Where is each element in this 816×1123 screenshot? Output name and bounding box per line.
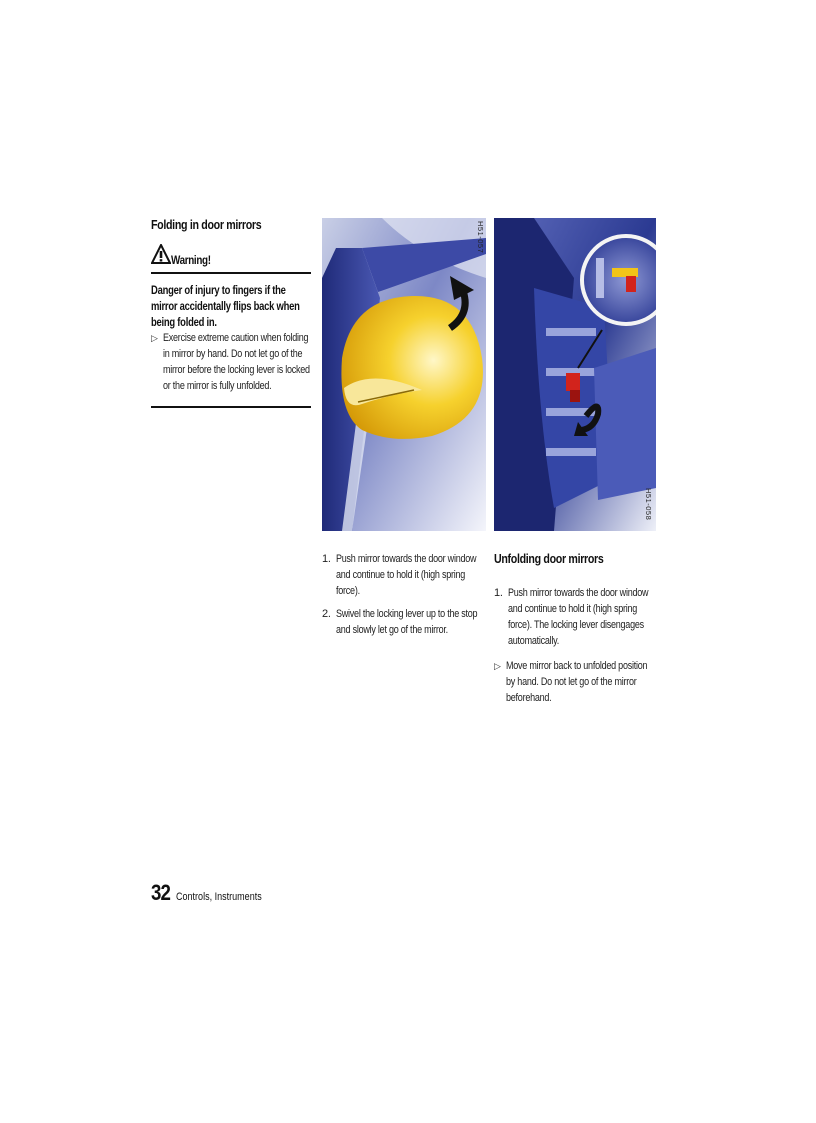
page-number: 32 (151, 880, 171, 905)
step-number: 2. (322, 608, 331, 620)
folding-steps (322, 551, 480, 638)
folding-bullet (151, 330, 313, 394)
step-text: Push mirror towards the door window and continue to hold it (high spring force). (336, 553, 477, 597)
section-name: Controls, Instruments (175, 891, 262, 903)
bullet-triangle-icon: ▷ (151, 333, 158, 343)
warning-text: Danger of injury to fingers if the mirror accidentally flips back when being folded in. (151, 285, 300, 329)
unfolding-bullet-text: Move mirror back to unfolded position by hand. Do not let go of the mirror beforehand. (506, 660, 648, 704)
page-footer (151, 880, 280, 906)
mirror-fold-illustration (322, 218, 486, 531)
step-number: 1. (494, 587, 503, 599)
figure-code-left: H51-057 (476, 221, 485, 254)
warning-top-rule (151, 272, 311, 274)
unfolding-steps (494, 585, 656, 706)
folding-bullet-text: Exercise extreme caution when folding in mirror by hand. Do not let go of the mirror before the locking lever is locked or the mirror is fully unfolded. (163, 332, 310, 392)
locking-lever-illustration (494, 218, 656, 531)
unfolding-title: Unfolding door mirrors (494, 551, 604, 566)
warning-bottom-rule (151, 406, 311, 408)
folding-step-2 (322, 606, 480, 638)
unfolding-step-1 (494, 585, 656, 649)
warning-triangle-icon (151, 244, 171, 264)
figure-mirror-fold (322, 218, 486, 531)
warning-label: Warning! (171, 253, 211, 267)
step-number: 1. (322, 553, 331, 565)
folding-step-1 (322, 551, 480, 599)
folding-title: Folding in door mirrors (151, 217, 262, 232)
unfolding-bullet (494, 658, 656, 706)
figure-locking-lever (494, 218, 656, 531)
step-text: Push mirror towards the door window and continue to hold it (high spring force). The locking lever disengages automatically. (508, 587, 649, 647)
figure-code-right: H51-058 (644, 488, 653, 521)
bullet-triangle-icon: ▷ (494, 661, 501, 671)
warning-header (151, 244, 311, 272)
warning-text-block (151, 283, 313, 331)
step-text: Swivel the locking lever up to the stop and slowly let go of the mirror. (336, 608, 478, 636)
